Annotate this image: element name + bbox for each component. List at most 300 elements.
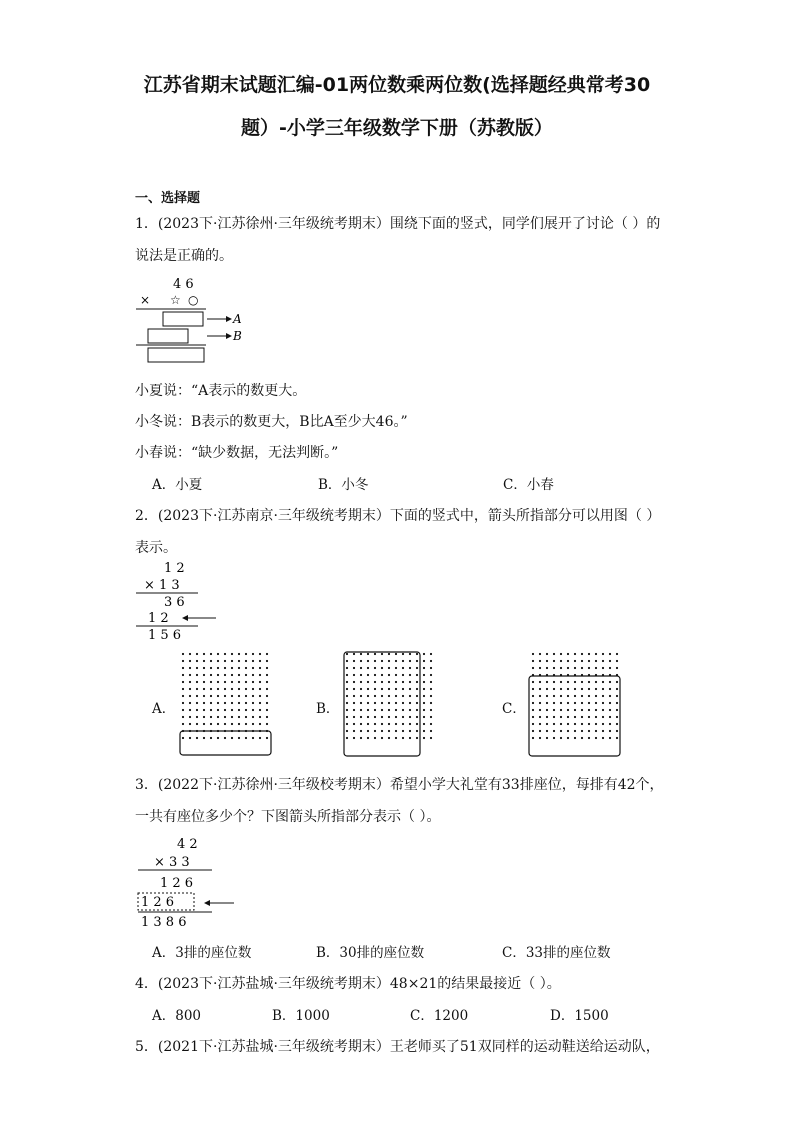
grid-dot: [388, 688, 390, 690]
grid-dot: [346, 716, 348, 718]
grid-dot: [360, 723, 362, 725]
grid-dot: [609, 681, 611, 683]
grid-dot: [182, 737, 184, 739]
grid-dot: [353, 695, 355, 697]
grid-dot: [353, 674, 355, 676]
grid-dot: [553, 667, 555, 669]
grid-dot: [395, 695, 397, 697]
grid-dot: [574, 737, 576, 739]
grid-dot: [560, 737, 562, 739]
grid-dot: [360, 688, 362, 690]
grid-dot: [259, 695, 261, 697]
grid-dot: [238, 667, 240, 669]
grid-dot: [224, 723, 226, 725]
grid-dot: [609, 730, 611, 732]
grid-dot: [430, 695, 432, 697]
circle-icon: ○: [188, 293, 199, 307]
grid-dot: [395, 716, 397, 718]
grid-dot: [560, 709, 562, 711]
grid-dot: [189, 660, 191, 662]
q4-option-b[interactable]: B．1000: [272, 1008, 330, 1024]
grid-dot: [259, 660, 261, 662]
q1-vertical-figure: [130, 272, 260, 368]
grid-dot: [416, 730, 418, 732]
grid-dot: [616, 702, 618, 704]
q2-option-a[interactable]: A．: [152, 701, 176, 717]
q3-r1: 4 2: [177, 837, 198, 852]
grid-dot: [553, 681, 555, 683]
grid-dot: [595, 660, 597, 662]
grid-dot: [532, 730, 534, 732]
grid-dot: [409, 702, 411, 704]
grid-dot: [595, 702, 597, 704]
grid-dot: [245, 674, 247, 676]
grid-dot: [416, 667, 418, 669]
grid-dot: [430, 716, 432, 718]
grid-dot: [567, 695, 569, 697]
grid-dot: [367, 688, 369, 690]
grid-dot: [388, 667, 390, 669]
grid-dot: [546, 681, 548, 683]
grid-dot: [196, 709, 198, 711]
grid-dot: [539, 702, 541, 704]
grid-dot: [430, 709, 432, 711]
grid-dot: [423, 660, 425, 662]
grid-dot: [259, 716, 261, 718]
grid-dot: [409, 737, 411, 739]
grid-dot: [430, 667, 432, 669]
grid-dot: [409, 667, 411, 669]
grid-dot: [588, 702, 590, 704]
grid-dot: [367, 674, 369, 676]
grid-dot: [409, 730, 411, 732]
grid-dot: [602, 667, 604, 669]
grid-dot: [609, 688, 611, 690]
grid-dot: [374, 730, 376, 732]
grid-dot: [196, 667, 198, 669]
grid-dot: [238, 660, 240, 662]
grid-dot: [430, 723, 432, 725]
grid-dot: [252, 716, 254, 718]
grid-dot: [602, 723, 604, 725]
grid-dot: [245, 723, 247, 725]
grid-dot: [581, 709, 583, 711]
grid-dot: [217, 681, 219, 683]
grid-dot: [553, 702, 555, 704]
grid-dot: [367, 737, 369, 739]
grid-dot: [581, 716, 583, 718]
grid-dot: [189, 695, 191, 697]
grid-dot: [231, 737, 233, 739]
grid-dot: [532, 653, 534, 655]
grid-dot: [546, 723, 548, 725]
q1-fig-top: 4 6: [173, 277, 194, 292]
q2-r2: × 1 3: [144, 578, 180, 593]
q1-fig-mult: ×: [140, 293, 151, 307]
grid-dot: [203, 653, 205, 655]
grid-dot: [346, 723, 348, 725]
grid-dot: [395, 737, 397, 739]
grid-dot: [567, 688, 569, 690]
q1-box-a: [163, 312, 203, 326]
grid-dot: [217, 723, 219, 725]
q1-option-a[interactable]: A．小夏: [152, 477, 203, 493]
grid-dot: [602, 681, 604, 683]
grid-dot: [595, 723, 597, 725]
grid-dot: [567, 737, 569, 739]
q2-option-c[interactable]: C．: [502, 701, 526, 717]
grid-dot: [381, 660, 383, 662]
grid-dot: [602, 716, 604, 718]
grid-dot: [381, 716, 383, 718]
grid-dot: [182, 688, 184, 690]
grid-dot: [381, 653, 383, 655]
grid-dot: [539, 667, 541, 669]
grid-dot: [196, 702, 198, 704]
grid-dot: [245, 709, 247, 711]
grid-dot: [210, 716, 212, 718]
grid-dot: [532, 723, 534, 725]
grid-dot: [245, 688, 247, 690]
grid-dot: [546, 688, 548, 690]
grid-dot: [588, 660, 590, 662]
grid-dot: [595, 667, 597, 669]
grid-dot: [602, 688, 604, 690]
grid-dot: [231, 723, 233, 725]
grid-dot: [210, 709, 212, 711]
grid-dot: [224, 716, 226, 718]
grid-dot: [546, 702, 548, 704]
grid-dot: [245, 702, 247, 704]
grid-dot: [532, 660, 534, 662]
grid-dot: [409, 688, 411, 690]
grid-dot: [231, 688, 233, 690]
grid-dot: [266, 681, 268, 683]
grid-dot: [238, 737, 240, 739]
grid-dot: [402, 653, 404, 655]
grid-dot: [374, 716, 376, 718]
grid-dot: [203, 667, 205, 669]
grid-dot: [252, 737, 254, 739]
grid-dot: [553, 730, 555, 732]
grid-dot: [346, 709, 348, 711]
grid-dot: [567, 681, 569, 683]
grid-dot: [546, 695, 548, 697]
q4-option-c[interactable]: C．1200: [410, 1008, 469, 1024]
grid-dot: [416, 716, 418, 718]
q4-option-a[interactable]: A．800: [152, 1008, 202, 1024]
grid-dot: [616, 723, 618, 725]
grid-dot: [616, 730, 618, 732]
grid-dot: [616, 660, 618, 662]
q2-r1: 1 2: [164, 561, 185, 576]
grid-dot: [374, 653, 376, 655]
grid-dot: [539, 688, 541, 690]
grid-dot: [210, 660, 212, 662]
grid-dot: [595, 730, 597, 732]
q3-stem-line2: 一共有座位多少个？下图箭头所指部分表示（ ）。: [135, 809, 441, 825]
grid-dot: [602, 695, 604, 697]
grid-dot: [259, 674, 261, 676]
q2-option-b[interactable]: B．: [316, 701, 340, 717]
grid-dot: [581, 660, 583, 662]
grid-dot: [374, 681, 376, 683]
grid-dot: [210, 653, 212, 655]
grid-dot: [266, 723, 268, 725]
grid-dot: [266, 688, 268, 690]
grid-dot: [259, 737, 261, 739]
grid-dot: [245, 716, 247, 718]
grid-dot: [423, 667, 425, 669]
grid-dot: [245, 737, 247, 739]
grid-dot: [581, 723, 583, 725]
grid-dot: [259, 681, 261, 683]
grid-dot: [602, 660, 604, 662]
q3-r2: × 3 3: [154, 855, 190, 870]
grid-dot: [416, 702, 418, 704]
grid-dot: [553, 660, 555, 662]
grid-dot: [388, 681, 390, 683]
grid-dot: [423, 709, 425, 711]
grid-dot: [346, 681, 348, 683]
grid-dot: [560, 723, 562, 725]
q3-option-b[interactable]: B．30排的座位数: [316, 945, 425, 961]
grid-dot: [210, 674, 212, 676]
grid-dot: [252, 723, 254, 725]
grid-dot: [189, 667, 191, 669]
grid-dot: [217, 709, 219, 711]
grid-dot: [388, 660, 390, 662]
grid-dot: [224, 653, 226, 655]
grid-dot: [595, 716, 597, 718]
q1-stem-line2: 说法是正确的。: [135, 248, 233, 264]
grid-dot: [581, 695, 583, 697]
grid-dot: [553, 653, 555, 655]
grid-dot: [588, 681, 590, 683]
grid-dot: [238, 716, 240, 718]
grid-dot: [567, 660, 569, 662]
grid-dot: [388, 653, 390, 655]
grid-dot: [402, 716, 404, 718]
grid-dot: [367, 681, 369, 683]
grid-dot: [423, 653, 425, 655]
grid-dot: [196, 723, 198, 725]
grid-dot: [581, 737, 583, 739]
grid-dot: [203, 716, 205, 718]
grid-dot: [367, 723, 369, 725]
grid-dot: [560, 730, 562, 732]
q1-label-b: B: [233, 329, 242, 343]
grid-dot: [360, 674, 362, 676]
q1-stem-line1: 1．(2023下·江苏徐州·三年级统考期末）围绕下面的竖式，同学们展开了讨论（ ）的: [135, 216, 661, 232]
grid-dot: [252, 688, 254, 690]
q1-xiaxia: 小夏说：“A表示的数更大。: [135, 383, 307, 399]
grid-dot: [360, 695, 362, 697]
grid-dot: [588, 723, 590, 725]
grid-dot: [416, 674, 418, 676]
grid-dot: [409, 674, 411, 676]
grid-dot: [374, 737, 376, 739]
grid-dot: [381, 667, 383, 669]
grid-dot: [252, 674, 254, 676]
grid-dot: [217, 737, 219, 739]
grid-dot: [595, 653, 597, 655]
grid-dot: [217, 667, 219, 669]
grid-dot: [196, 674, 198, 676]
grid-dot: [539, 737, 541, 739]
q4-stem: 4．(2023下·江苏盐城·三年级统考期末）48×21的结果最接近（ ）。: [135, 976, 561, 992]
grid-dot: [189, 681, 191, 683]
grid-dot: [189, 653, 191, 655]
grid-dot: [196, 695, 198, 697]
grid-dot: [539, 695, 541, 697]
grid-dot: [367, 716, 369, 718]
grid-dot: [581, 702, 583, 704]
grid-dot: [346, 653, 348, 655]
grid-dot: [231, 653, 233, 655]
grid-dot: [266, 653, 268, 655]
grid-dot: [259, 709, 261, 711]
grid-dot: [602, 709, 604, 711]
grid-dot: [402, 723, 404, 725]
grid-dot: [595, 695, 597, 697]
grid-dot: [581, 653, 583, 655]
grid-dot: [588, 716, 590, 718]
grid-dot: [367, 702, 369, 704]
grid-dot: [430, 702, 432, 704]
grid-dot: [238, 653, 240, 655]
grid-dot: [546, 667, 548, 669]
grid-dot: [560, 667, 562, 669]
star-icon: ☆: [170, 293, 181, 307]
grid-dot: [252, 709, 254, 711]
grid-dot: [182, 695, 184, 697]
grid-dot: [367, 653, 369, 655]
grid-dot: [395, 702, 397, 704]
q1-option-c[interactable]: C．小春: [503, 477, 554, 493]
grid-dot: [423, 737, 425, 739]
grid-dot: [416, 660, 418, 662]
grid-dot: [402, 681, 404, 683]
q1-option-b[interactable]: B．小冬: [318, 477, 369, 493]
grid-dot: [210, 737, 212, 739]
q3-r4: 1 2 6: [141, 895, 175, 910]
grid-dot: [402, 702, 404, 704]
grid-dot: [353, 688, 355, 690]
grid-dot: [602, 737, 604, 739]
grid-dot: [609, 653, 611, 655]
grid-dot: [395, 723, 397, 725]
grid-dot: [423, 730, 425, 732]
grid-dot: [238, 674, 240, 676]
grid-dot: [217, 660, 219, 662]
grid-dot: [409, 681, 411, 683]
grid-dot: [203, 695, 205, 697]
grid-dot: [539, 681, 541, 683]
grid-dot: [567, 723, 569, 725]
grid-dot: [346, 688, 348, 690]
grid-dot: [574, 681, 576, 683]
q3-stem-line1: 3．(2022下·江苏徐州·三年级校考期末）希望小学大礼堂有33排座位，每排有42个，: [135, 777, 664, 793]
grid-dot: [346, 702, 348, 704]
grid-dot: [430, 730, 432, 732]
grid-dot: [553, 723, 555, 725]
grid-dot: [532, 737, 534, 739]
grid-dot: [560, 702, 562, 704]
grid-dot: [423, 674, 425, 676]
grid-dot: [430, 681, 432, 683]
grid-dot: [602, 702, 604, 704]
grid-dot: [381, 723, 383, 725]
grid-dot: [381, 674, 383, 676]
grid-dot: [574, 723, 576, 725]
grid-dot: [245, 653, 247, 655]
q4-option-d[interactable]: D．1500: [550, 1008, 609, 1024]
grid-dot: [532, 681, 534, 683]
grid-dot: [231, 660, 233, 662]
grid-dot: [381, 688, 383, 690]
grid-dot: [388, 695, 390, 697]
grid-dot: [353, 737, 355, 739]
grid-dot: [231, 709, 233, 711]
grid-dot: [182, 702, 184, 704]
grid-dot: [395, 681, 397, 683]
grid-dot: [409, 723, 411, 725]
grid-dot: [609, 702, 611, 704]
grid-dot: [402, 674, 404, 676]
grid-dot: [567, 716, 569, 718]
grid-dot: [245, 660, 247, 662]
grid-dot: [588, 695, 590, 697]
grid-dot: [423, 702, 425, 704]
q3-option-a[interactable]: A．3排的座位数: [152, 945, 252, 961]
grid-dot: [609, 667, 611, 669]
q1-xiaodong: 小冬说：B表示的数更大，B比A至少大46。”: [135, 414, 408, 430]
q2-dot-grid-c: [527, 650, 623, 758]
q2-r3: 3 6: [164, 595, 185, 610]
grid-dot: [560, 695, 562, 697]
grid-dot: [402, 695, 404, 697]
grid-dot: [546, 660, 548, 662]
grid-dot: [346, 730, 348, 732]
grid-dot: [430, 660, 432, 662]
grid-dot: [353, 709, 355, 711]
q3-option-c[interactable]: C．33排的座位数: [502, 945, 611, 961]
grid-dot: [374, 702, 376, 704]
q5-stem: 5．(2021下·江苏盐城·三年级统考期末）王老师买了51双同样的运动鞋送给运动队，: [135, 1039, 660, 1055]
grid-dot: [360, 667, 362, 669]
grid-dot: [360, 716, 362, 718]
grid-dot: [381, 737, 383, 739]
grid-dot: [588, 653, 590, 655]
grid-dot: [574, 688, 576, 690]
grid-dot: [353, 653, 355, 655]
grid-dot: [595, 681, 597, 683]
grid-dot: [560, 681, 562, 683]
grid-dot: [616, 716, 618, 718]
grid-dot: [196, 660, 198, 662]
q3-vertical-calc: [130, 832, 240, 930]
grid-dot: [346, 660, 348, 662]
grid-dot: [616, 695, 618, 697]
section-heading: 一、选择题: [135, 191, 201, 206]
grid-dot: [259, 702, 261, 704]
grid-dot: [245, 667, 247, 669]
grid-dot: [182, 681, 184, 683]
grid-dot: [182, 660, 184, 662]
grid-dot: [595, 737, 597, 739]
grid-dot: [616, 688, 618, 690]
